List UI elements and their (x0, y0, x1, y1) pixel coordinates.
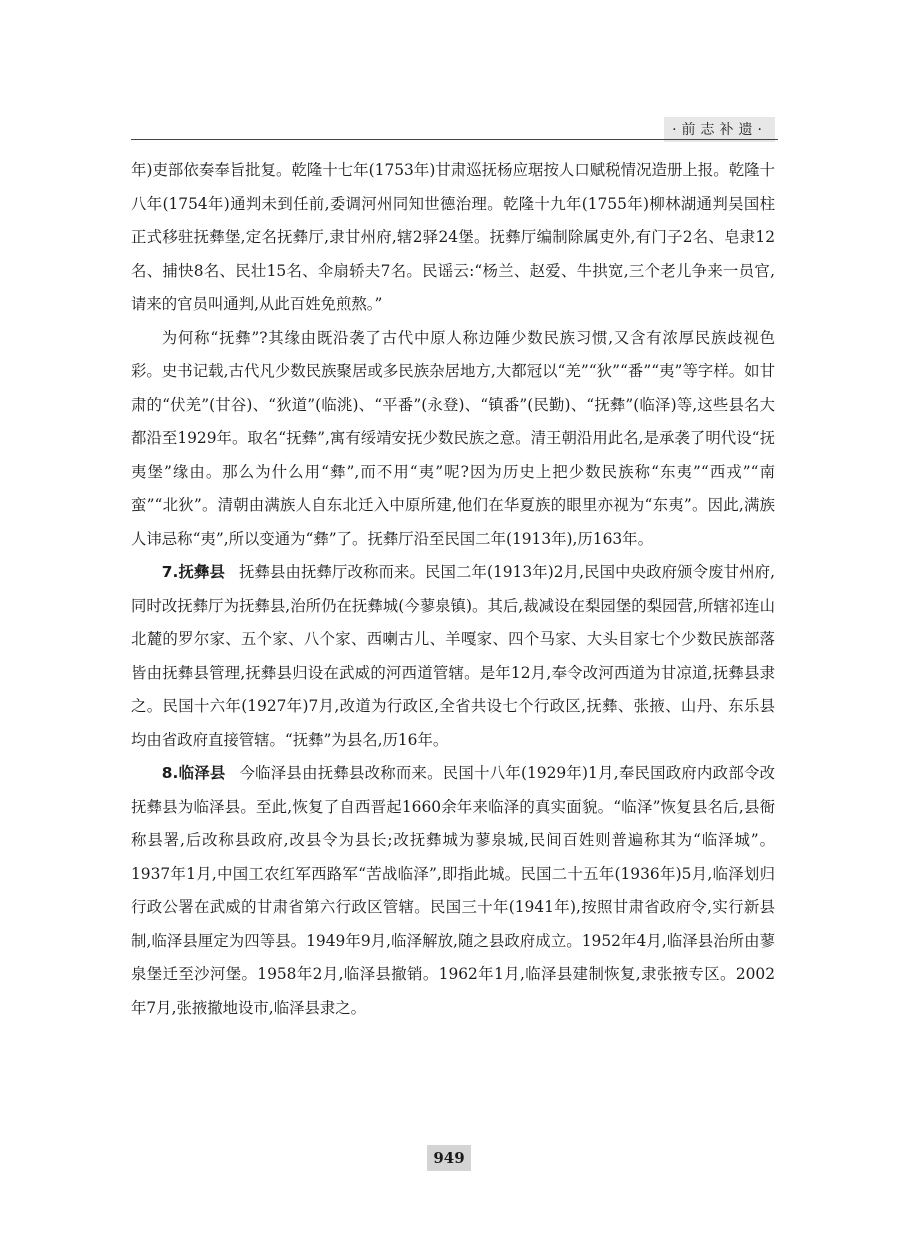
section-7-text: 抚彝县由抚彝厅改称而来。民国二年(1913年)2月,民国中央政府颁令废甘州府,同时改抚彝厅为抚彝县,治所仍在抚彝城(今蓼泉镇)。其后,裁减设在梨园堡的梨园营,所辖祁连山北麓的罗尔家、五个家、八个家、西喇古儿、羊嘎家、四个马家、大头目家七个少数民族部落皆由抚彝县管理,抚彝县归设在武威的河西道管辖。是年12月,奉令改河西道为甘凉道,抚彝县隶之。民国十六年(1927年)7月,改道为行政区,全省共设七个行政区,抚彝、张掖、山丹、东乐县均由省政府直接管辖。“抚彝”为县名,历16年。 (131, 563, 775, 749)
page-body (131, 154, 775, 1025)
section-8-text: 今临泽县由抚彝县改称而来。民国十八年(1929年)1月,奉民国政府内政部令改抚彝县为临泽县。至此,恢复了自西晋起1660余年来临泽的真实面貌。“临泽”恢复县名后,县衙称县署,后改称县政府,改县令为县长;改抚彝城为蓼泉城,民间百姓则普遍称其为“临泽城”。1937年1月,中国工农红军西路军“苦战临泽”,即指此城。民国二十五年(1936年)5月,临泽划归行政公署在武威的甘肃省第六行政区管辖。民国三十年(1941年),按照甘肃省政府令,实行新县制,临泽县厘定为四等县。1949年9月,临泽解放,随之县政府成立。1952年4月,临泽县治所由蓼泉堡迁至沙河堡。1958年2月,临泽县撤销。1962年1月,临泽县建制恢复,隶张掖专区。2002年7月,张掖撤地设市,临泽县隶之。 (131, 764, 775, 1017)
section-header-tag: ·前志补遗· (664, 117, 775, 142)
page-number: 949 (427, 1145, 471, 1171)
section-8-title: 8.临泽县 (161, 764, 226, 782)
header-divider (131, 139, 778, 140)
section-8-paragraph (131, 757, 775, 1025)
section-7-paragraph (131, 556, 775, 757)
paragraph-continued: 年)吏部依奏奉旨批复。乾隆十七年(1753年)甘肃巡抚杨应琚按人口赋税情况造册上报。乾隆十八年(1754年)通判未到任前,委调河州同知世德治理。乾隆十九年(1755年)柳林湖通判吴国柱正式移驻抚彝堡,定名抚彝厅,隶甘州府,辖2驿24堡。抚彝厅编制除属吏外,有门子2名、皂隶12名、捕快8名、民壮15名、伞扇轿夫7名。民谣云:“杨兰、赵爱、牛拱宽,三个老儿争来一员官,请来的官员叫通判,从此百姓免煎熬。” (131, 161, 775, 313)
paragraph-fuyi-name-origin: 为何称“抚彝”?其缘由既沿袭了古代中原人称边陲少数民族习惯,又含有浓厚民族歧视色彩。史书记载,古代凡少数民族聚居或多民族杂居地方,大都冠以“羌”“狄”“番”“夷”等字样。如甘肃的“伏羌”(甘谷)、“狄道”(临洮)、“平番”(永登)、“镇番”(民勤)、“抚彝”(临泽)等,这些县名大都沿至1929年。取名“抚彝”,寓有绥靖安抚少数民族之意。清王朝沿用此名,是承袭了明代设“抚夷堡”缘由。那么为什么用“彝”,而不用“夷”呢?因为历史上把少数民族称“东夷”“西戎”“南蛮”“北狄”。清朝由满族人自东北迁入中原所建,他们在华夏族的眼里亦视为“东夷”。因此,满族人讳忌称“夷”,所以变通为“彝”了。抚彝厅沿至民国二年(1913年),历163年。 (131, 328, 775, 548)
section-7-title: 7.抚彝县 (161, 563, 225, 581)
